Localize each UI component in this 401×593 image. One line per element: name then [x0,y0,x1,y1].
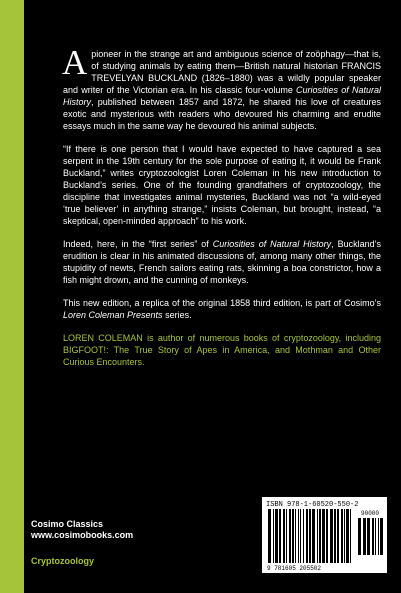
blurb-paragraph-2: “If there is one person that I would have expected to have captured a sea serpent in the 19th century for the sole purpose of eating it, it would be Frank Buckland,” writes cryptozoologist Loren Coleman in his new introduction to Buckland’s series. One of the founding grandfathers of cryptozoology, the discipline that investigates animal mysteries, Buckland was not “a wild-eyed ‘true believer’ in anything strange,” insists Coleman, but brought, instead, “a skeptical, open-minded approach” to his work. [63,144,381,226]
barcode-bar [306,509,308,563]
dropcap: A [62,43,88,82]
green-spine-bar [0,0,24,593]
barcode-box [262,497,387,573]
barcode-bar [372,518,374,555]
barcode-bar [380,518,383,555]
barcode-bar [330,509,333,563]
barcode-bar [309,509,311,563]
ean-bars [268,509,351,563]
price-bars [358,518,383,555]
price-code-text: 90000 [361,510,380,517]
blurb-paragraph-4: This new edition, a replica of the original 1858 third edition, is part of Cosimo’s Loren Coleman Presents series. [63,298,381,320]
barcode-bar [319,509,321,563]
blurb-text [62,43,381,379]
barcode-bar [363,518,366,555]
barcode-bar [378,518,379,555]
barcode-bar [289,509,291,563]
barcode-bar [344,509,345,563]
barcode-bar [346,509,349,563]
category-label: Cryptozoology [31,556,94,566]
barcode-bar [283,509,285,563]
barcode-bar [286,509,287,563]
barcode-bar [312,509,315,563]
barcode-bar [375,518,376,555]
barcode-bar [358,518,361,555]
barcode-bar [367,518,370,555]
barcode-bar [317,509,318,563]
barcode-bar [334,509,336,563]
barcode-bar [298,509,299,563]
barcode-bar [337,509,339,563]
barcode-bar [295,509,296,563]
barcode-bar [268,509,271,563]
barcode-bar [275,509,278,563]
isbn-text: ISBN 978-1-60520-550-2 [266,501,359,509]
barcode-bar [303,509,304,563]
publisher-name: Cosimo Classics [31,519,104,529]
barcode-bar [322,509,325,563]
barcode-svg [262,497,387,573]
barcode-bar [279,509,281,563]
publisher-url: www.cosimobooks.com [31,530,134,540]
barcode-bar [350,509,351,563]
blurb-paragraph-1: Apioneer in the strange art and ambiguous science of zoöphagy—that is, of studying animals by eating them—British natural historian FRANCIS TREVELYAN BUCKLAND (1826–1880) was a wildly popular speaker and writer of the Victorian era. In his classic four-volume Curiosities of Natural History, published between 1857 and 1872, he shared his love of creatures exotic and mysterious with readers who devoured his charming and erudite essays much in the same way he devoured his animal subjects. [62,43,381,131]
publisher-block [31,519,133,541]
barcode-bar [292,509,294,563]
ean-digits: 9 781605 205502 [267,565,322,572]
blurb-paragraph-3: Indeed, here, in the “first series” of Curiosities of Natural History, Buckland’s erudition is clear in his animated discussions of, among many other things, the stupidity of newts, French sailors eating rats, skinning a boa constrictor, how a fish might drown, and the cunning of monkeys. [63,239,381,285]
author-bio: LOREN COLEMAN is author of numerous books of cryptozoology, including BIGFOOT!: The True Story of Apes in America, and Mothman and Other Curious Encounters. [63,333,381,367]
barcode-bar [300,509,301,563]
barcode-bar [273,509,274,563]
barcode-bar [341,509,343,563]
barcode-bar [326,509,328,563]
